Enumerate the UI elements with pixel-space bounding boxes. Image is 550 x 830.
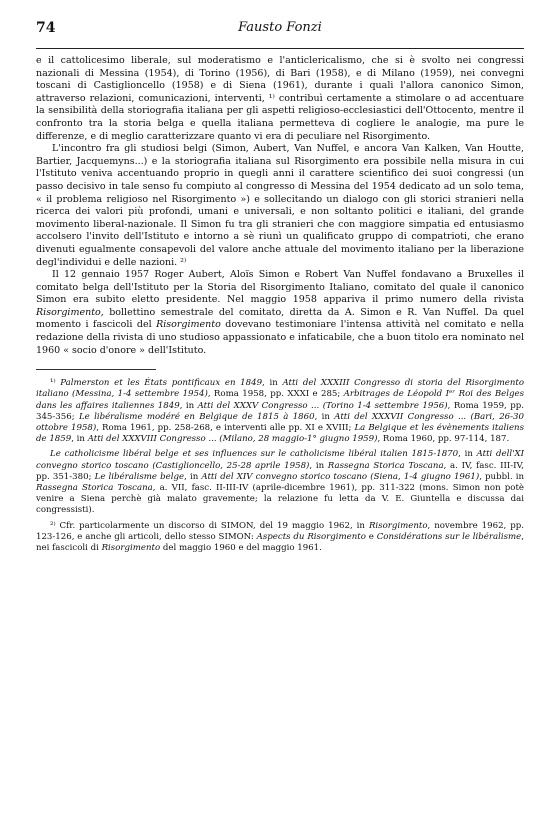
fn2-title-b: Aspects du Risorgimento	[256, 531, 366, 542]
fn1-title-b: Atti del XXXIII Congresso di storia del Risorgimento italiano (Messina, 1-4 settembre 1954)	[36, 378, 525, 400]
footnotes	[36, 378, 524, 554]
fn1-title-f: Atti del XXXVII Congresso ... (Bari, 26-30 ottobre 1958)	[36, 411, 524, 434]
fn1b-title-f: Rassegna Storica Toscana	[36, 483, 153, 494]
fn1-title-a: Palmerston et les États pontificaux en 1849	[60, 378, 263, 389]
footnote-2-marker: ²⁾	[50, 520, 56, 531]
fn2-text-d: , nei fascicoli di	[36, 531, 524, 554]
fn1b-text-f: , a. VII, fasc. II-III-IV (aprile-dicembre 1961), pp. 311-322 (mons. Simon non potè venire a Siena perchè già malato gravemente; la relazione fu letta da V. E. Giuntella e discussa dai congressisti).	[36, 483, 524, 516]
fn1b-title-a: Le catholicisme libéral belge et ses influences sur le catholicisme libéral italien 1815-1870	[50, 449, 459, 460]
fn2-text-e: del maggio 1960 e del maggio 1961.	[160, 543, 322, 554]
fn1b-text-e: , pubbl. in	[479, 471, 525, 482]
paragraph-2: L'incontro fra gli studiosi belgi (Simon, Aubert, Van Nuffel, e ancora Van Kalken, Van Houtte, Bartier, Jacquemyns...) e la storiografia italiana sul Risorgimento era possibile nella misura in cui l'Istituto veniva accentuando proprio in quegli anni il carattere scientifico dei suoi congressi (un passo decisivo in tale senso fu compiuto al congresso di Messina del 1954 dedicato ad un solo tema, « il problema religioso nel Risorgimento ») e sollecitando un dialogo con gli storici stranieri nella ricerca dei valori più profondi, umani e universali, e non soltanto politici e italiani, del grande movimento liberal-nazionale. Il Simon fu tra gli stranieri che con maggiore simpatia ed entusiasmo accolsero l'invito dell'Istituto e intorno a sè riunì un qualificato gruppo di compatrioti, che erano divenuti egualmente consapevoli del valore anche attuale del movimento italiano per la liberazione degl'individui e delle nazioni. ²⁾	[36, 143, 524, 268]
fn1-title-d: Atti del XXXV Congresso ... (Torino 1-4 settembre 1956)	[197, 400, 448, 411]
fn1-text-h: , Roma 1960, pp. 97-114, 187.	[377, 434, 510, 445]
fn1-title-e: Le libéralisme modéré en Belgique de 1815 à 1860	[78, 411, 315, 422]
p3-journal-title-1: Risorgimento	[36, 306, 101, 318]
p3-text-a: Il 12 gennaio 1957 Roger Aubert, Aloïs Simon e Robert Van Nuffel fondavano a Bruxelles il comitato belga dell'Istituto per la Storia del Risorgimento Italiano, comitato del quale il canonico Simon era subito eletto presidente. Nel maggio 1958 appariva il primo numero della rivista	[36, 269, 524, 306]
running-header	[36, 20, 524, 44]
paragraph-1: e il cattolicesimo liberale, sul moderatismo e l'anticlericalismo, che si è svolto nei congressi nazionali di Messina (1954), di Torino (1956), di Bari (1958), e di Milano (1959), nei convegni toscani di Castiglioncello (1958) e di Siena (1961), durante i quali l'allora canonico Simon, attraverso relazioni, comunicazioni, interventi, ¹⁾ contribuì certamente a stimolare o ad accentuare la sensibilità della storiografia italiana per gli aspetti religioso-ecclesiastici dell'Ottocento, mentre il confronto tra la storia belga e quella italiana permetteva di cogliere le analogie, ma pure le differenze, e di meglio caratterizzare quanto vi era di peculiare nel Risorgimento.	[36, 55, 524, 142]
fn2-title-a: Risorgimento	[368, 520, 428, 531]
fn1b-title-d: Le libéralisme belge	[94, 471, 185, 482]
fn1-text-c: , in	[179, 400, 198, 411]
fn2-text-c: e	[365, 531, 377, 542]
fn1b-text-d: , in	[184, 471, 202, 482]
fn1-text-f: , Roma 1961, pp. 258-268, e interventi alle pp. XI e XVIII;	[96, 423, 355, 434]
fn1b-text-a: , in	[458, 449, 477, 460]
page-number: 74	[36, 20, 56, 36]
fn1-text-b: , Roma 1958, pp. XXXI e 285;	[207, 389, 344, 400]
fn2-text-b: , novembre 1962, pp. 123-126, e anche gli articoli, dello stesso SIMON:	[36, 520, 524, 542]
footnote-1-marker: ¹⁾	[50, 378, 56, 389]
footnote-1-continued	[36, 449, 524, 516]
p3-text-c: dovevano testimoniare l'intensa attività nel comitato e nella redazione della rivista di uno studioso appassionato e infaticabile, che a buon titolo era nominato nel 1960 « socio d'onore » dell'Istituto.	[36, 319, 524, 356]
fn2-title-c: Considérations sur le libéralisme	[376, 531, 522, 542]
fn1-text-g: , in	[71, 434, 88, 445]
fn1-title-h: Atti del XXXVIII Congresso ... (Milano, 28 maggio-1° giugno 1959)	[87, 434, 378, 445]
fn1-title-c: Arbitrages de Léopold Iᵉʳ Roi des Belges dans les affaires italiennes 1849	[36, 389, 524, 411]
running-author: Fausto Fonzi	[238, 20, 322, 35]
footnote-rule	[36, 369, 156, 370]
header-rule	[36, 48, 524, 49]
fn1b-title-c: Rassegna Storica Toscana	[327, 460, 444, 471]
fn1b-title-e: Atti del XIV convegno storico toscano (Siena, 1-4 giugno 1961)	[201, 471, 480, 482]
fn2-title-d: Risorgimento	[101, 543, 161, 554]
fn1-text-a: , in	[262, 378, 283, 389]
paragraph-3	[36, 269, 524, 357]
fn1b-text-c: , a. IV, fasc. III-IV, pp. 351-380;	[36, 460, 524, 482]
fn1-text-e: , in	[314, 411, 335, 422]
footnote-2	[36, 521, 524, 555]
fn1-text-d: , Roma 1959, pp. 345-356;	[36, 400, 524, 422]
p3-text-b: , bollettino semestrale del comitato, diretta da A. Simon e R. Van Nuffel. Da quel momento i fascicoli del	[36, 306, 524, 331]
fn1b-title-b: Atti dell'XI convegno storico toscano (Castiglioncello, 25-28 aprile 1958)	[36, 449, 524, 471]
fn2-text-a: Cfr. particolarmente un discorso di SIMON, del 19 maggio 1962, in	[55, 520, 369, 531]
fn1-title-g: La Belgique et les évènements italiens de 1859	[36, 423, 524, 445]
footnote-1	[36, 378, 524, 445]
fn1b-text-b: , in	[309, 460, 328, 471]
p3-journal-title-2: Risorgimento	[156, 319, 221, 331]
main-text	[36, 55, 524, 357]
